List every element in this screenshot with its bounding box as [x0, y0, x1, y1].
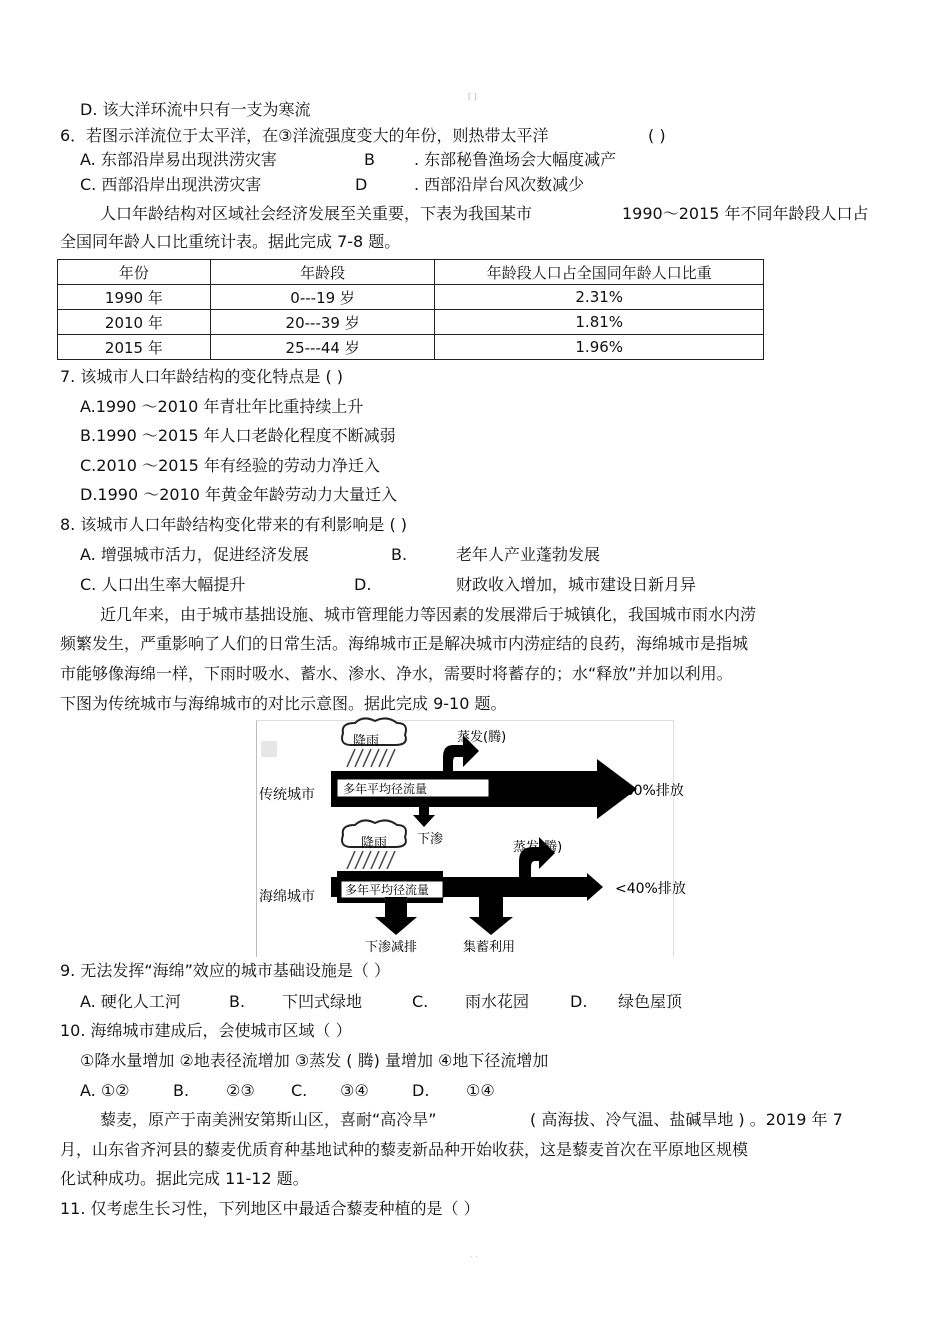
table-header-share: 年龄段人口占全国同年龄人口比重 — [435, 260, 764, 285]
intro-7-8-line1b: 1990～2015 年不同年龄段人口占 — [622, 204, 869, 223]
traditional-rain-label: 降雨 — [353, 734, 380, 749]
q8-option-b: 老年人产业蓬勃发展 — [456, 545, 601, 564]
q6-paren: ( ) — [648, 126, 666, 145]
table-cell: 1.96% — [435, 335, 764, 360]
q7-stem: 7. 该城市人口年龄结构的变化特点是 ( ) — [60, 367, 344, 386]
q5-option-d: D. 该大洋环流中只有一支为寒流 — [80, 100, 311, 119]
q7-option-b: B.1990 ～2015 年人口老龄化程度不断减弱 — [80, 426, 396, 445]
q7-option-c: C.2010 ～2015 年有经验的劳动力净迁入 — [80, 456, 380, 475]
q8-option-c: C. 人口出生率大幅提升 — [80, 575, 246, 594]
table-row — [58, 285, 764, 310]
q9-option-b-letter: B. — [229, 992, 246, 1011]
traditional-evap-label: 蒸发(腾) — [457, 730, 507, 745]
sponge-rain-label: 降雨 — [361, 836, 388, 851]
q7-option-a: A.1990 ～2010 年青壮年比重持续上升 — [80, 397, 364, 416]
table-row — [58, 310, 764, 335]
q10-option-c-letter: C. — [291, 1081, 308, 1100]
q8-option-a: A. 增强城市活力，促进经济发展 — [80, 545, 309, 564]
q9-stem: 9. 无法发挥“海绵”效应的城市基础设施是（ ） — [60, 961, 391, 980]
intro-11-12-line1a: 藜麦，原产于南美洲安第斯山区，喜耐“高冷旱” — [100, 1110, 437, 1129]
sponge-collect-label: 集蓄利用 — [463, 940, 516, 955]
rain-lines-icon — [347, 851, 395, 869]
scan-mark-bottom: . . — [470, 1250, 478, 1259]
q10-items: ①降水量增加 ②地表径流增加 ③蒸发 ( 腾) 量增加 ④地下径流增加 — [80, 1051, 549, 1070]
sponge-city-label: 海绵城市 — [259, 889, 315, 905]
q9-option-c-letter: C. — [412, 992, 429, 1011]
rain-lines-icon — [347, 749, 395, 767]
q10-option-d: ①④ — [466, 1081, 495, 1100]
q10-option-b: ②③ — [226, 1081, 255, 1100]
table-header-row — [58, 260, 764, 285]
table-cell: 20---39 岁 — [210, 310, 435, 335]
diagram-svg — [257, 721, 686, 957]
q9-option-d: 绿色屋顶 — [618, 992, 683, 1011]
traditional-infiltrate-label: 下渗 — [417, 832, 444, 847]
q7-option-d: D.1990 ～2010 年黄金年龄劳动力大量迁入 — [80, 485, 398, 504]
sponge-discharge-label: <40%排放 — [615, 881, 686, 897]
q9-option-b: 下凹式绿地 — [282, 992, 363, 1011]
q8-option-b-letter: B. — [391, 545, 408, 564]
traditional-city-label: 传统城市 — [259, 787, 315, 803]
traditional-runoff-label: 多年平均径流量 — [343, 782, 428, 796]
q9-option-c: 雨水花园 — [465, 992, 530, 1011]
q8-option-d: 财政收入增加，城市建设日新月异 — [456, 575, 697, 594]
table-cell: 2.31% — [435, 285, 764, 310]
q8-option-d-letter: D. — [354, 575, 372, 594]
table-header-year: 年份 — [58, 260, 211, 285]
table-cell: 2015 年 — [58, 335, 211, 360]
q9-option-d-letter: D. — [570, 992, 588, 1011]
q6-option-b-letter: B — [364, 150, 375, 169]
q9-option-a: A. 硬化人工河 — [80, 992, 181, 1011]
table-cell: 2010 年 — [58, 310, 211, 335]
intro-11-12-line1b: ( 高海拔、冷气温、盐碱旱地 ) 。2019 年 7 — [530, 1110, 843, 1129]
q6-option-b: . 东部秘鲁渔场会大幅度减产 — [414, 150, 617, 169]
q6-option-a: A. 东部沿岸易出现洪涝灾害 — [80, 150, 277, 169]
traditional-discharge-label: >80%排放 — [613, 783, 684, 799]
corner-mark — [261, 741, 277, 757]
q6-option-d: . 西部沿岸台风次数减少 — [414, 175, 585, 194]
sponge-city-diagram — [256, 720, 686, 957]
q6-option-c: C. 西部沿岸出现洪涝灾害 — [80, 175, 262, 194]
table-cell: 0---19 岁 — [210, 285, 435, 310]
table-cell: 25---44 岁 — [210, 335, 435, 360]
q6-stem: 6．若图示洋流位于太平洋，在③洋流强度变大的年份，则热带太平洋 — [60, 126, 549, 145]
sponge-runoff-label: 多年平均径流量 — [345, 883, 430, 897]
q10-option-c: ③④ — [340, 1081, 369, 1100]
intro-11-12-line2: 月，山东省齐河县的藜麦优质育种基地试种的藜麦新品种开始收获，这是藜麦首次在平原地区规模 — [60, 1140, 749, 1159]
q10-option-a: A. ①② — [80, 1081, 130, 1100]
table-header-age-group: 年龄段 — [210, 260, 435, 285]
sponge-infiltrate-label: 下渗减排 — [365, 940, 418, 955]
q10-option-b-letter: B. — [173, 1081, 190, 1100]
q6-option-d-letter: D — [355, 175, 368, 194]
intro-7-8-line1a: 人口年龄结构对区域社会经济发展至关重要，下表为我国某市 — [100, 204, 533, 223]
q8-stem: 8. 该城市人口年龄结构变化带来的有利影响是 ( ) — [60, 515, 408, 534]
population-table — [57, 259, 764, 360]
q11-stem: 11. 仅考虑生长习性，下列地区中最适合藜麦种植的是（ ） — [60, 1199, 480, 1218]
intro-11-12-line3: 化试种成功。据此完成 11-12 题。 — [60, 1169, 309, 1188]
intro-9-10-line4: 下图为传统城市与海绵城市的对比示意图。据此完成 9-10 题。 — [60, 694, 507, 713]
intro-7-8-line2: 全国同年龄人口比重统计表。据此完成 7-8 题。 — [60, 232, 401, 251]
infiltration-arrow — [413, 807, 435, 827]
intro-9-10-line2: 频繁发生，严重影响了人们的日常生活。海绵城市正是解决城市内涝症结的良药，海绵城市是指城 — [60, 634, 749, 653]
q10-option-d-letter: D. — [412, 1081, 430, 1100]
table-row — [58, 335, 764, 360]
table-cell: 1990 年 — [58, 285, 211, 310]
sponge-evap-label: 蒸发(腾) — [513, 840, 563, 855]
table-cell: 1.81% — [435, 310, 764, 335]
intro-9-10-line1: 近几年来，由于城市基拙设施、城市管理能力等因素的发展滞后于城镇化，我国城市雨水内涝 — [100, 605, 757, 624]
scan-mark-top: [ ] — [468, 92, 477, 101]
q10-stem: 10. 海绵城市建成后，会使城市区域（ ） — [60, 1021, 352, 1040]
collection-arrow — [469, 897, 513, 935]
intro-9-10-line3: 市能够像海绵一样，下雨时吸水、蓄水、渗水、净水，需要时将蓄存的；水“释放”并加以利用。 — [60, 664, 733, 683]
